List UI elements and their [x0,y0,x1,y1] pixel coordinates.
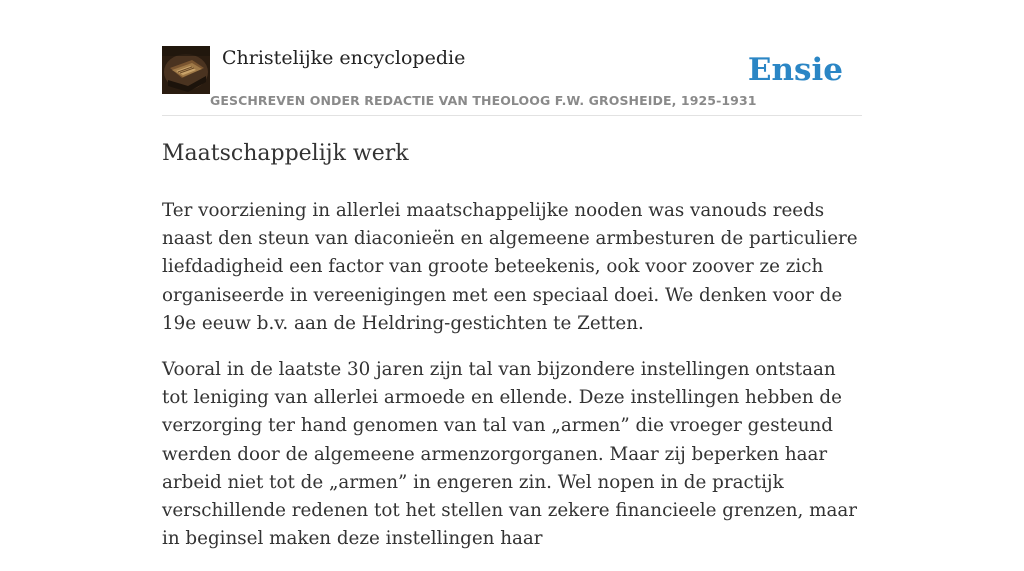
article-title: Maatschappelijk werk [162,141,409,166]
site-header [162,46,862,116]
ensie-logo[interactable]: Ensie [747,52,843,88]
article-paragraph: Vooral in de laatste 30 jaren zijn tal van bijzondere instellingen ontstaan tot leniging van allerlei armoede en ellende. Deze instellingen hebben de verzorging ter hand genomen van tal van „armen” die vroeger gesteund werden door de algemeene armenzorgorganen. Maar zij beperken haar arbeid niet tot de „armen” in engeren zin. Wel nopen in de practijk verschillende redenen tot het stellen van zekere financieele grenzen, maar in beginsel maken deze instellingen haar [162,359,858,550]
article-paragraph: Ter voorziening in allerlei maatschappelijke nooden was vanouds reeds naast den steun van diaconieën en algemeene armbesturen de particuliere liefdadigheid een factor van groote beteekenis, ook voor zoover ze zich organiseerde in vereenigingen met een speciaal doei. We denken voor de 19e eeuw b.v. aan de Heldring-gestichten te Zetten. [162,200,858,334]
header-divider [162,115,862,116]
article [162,138,866,571]
book-avatar-icon[interactable] [162,46,210,94]
site-subtitle: GESCHREVEN ONDER REDACTIE VAN THEOLOOG F.W. GROSHEIDE, 1925-1931 [210,93,757,108]
site-title[interactable]: Christelijke encyclopedie [222,47,466,69]
